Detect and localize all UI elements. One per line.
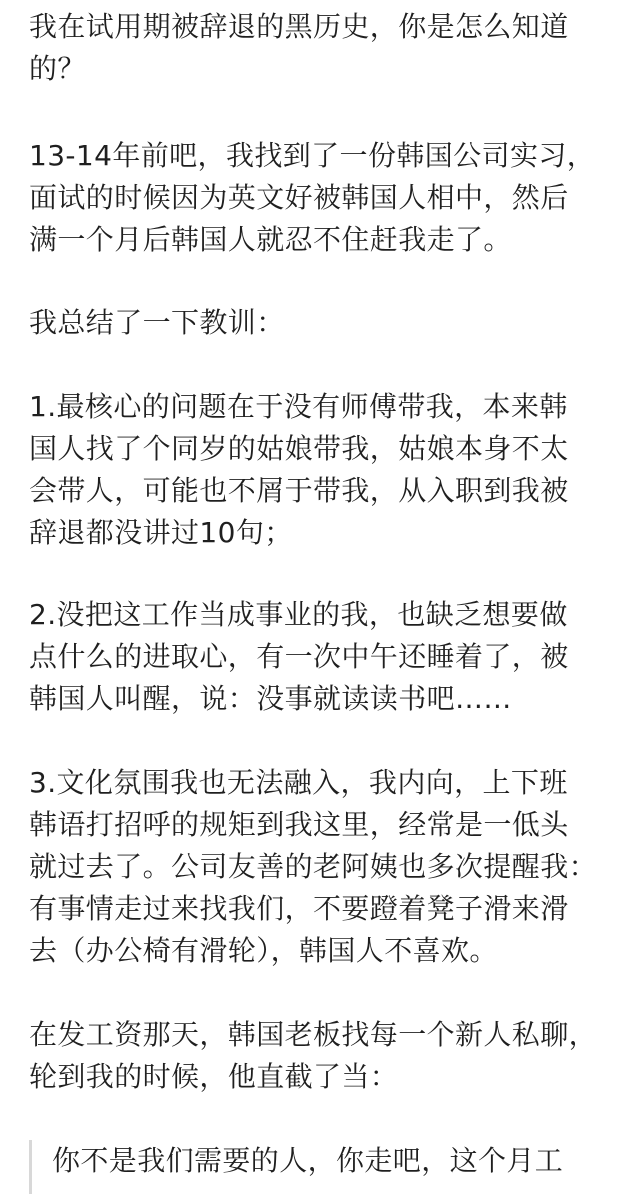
- paragraph-lesson-3: [29, 762, 629, 972]
- text-line: 13-14年前吧，我找到了一份韩国公司实习，: [29, 139, 596, 172]
- text-line: 韩语打招呼的规矩到我这里，经常是一低头: [29, 808, 569, 841]
- text-line: 会带人，可能也不屑于带我，从入职到我被: [29, 474, 569, 507]
- quote-text: [52, 1140, 563, 1182]
- text-line: 韩国人叫醒，说：没事就读读书吧……: [29, 682, 512, 715]
- paragraph-intro: [29, 135, 629, 261]
- text-line: 我总结了一下教训：: [29, 306, 285, 339]
- text-line: 点什么的进取心，有一次中午还睡着了，被: [29, 640, 569, 673]
- text-line: 在发工资那天，韩国老板找每一个新人私聊，: [29, 1018, 598, 1051]
- text-line: 2.没把这工作当成事业的我，也缺乏想要做: [29, 598, 568, 631]
- text-line: 去（办公椅有滑轮），韩国人不喜欢。: [29, 934, 498, 967]
- paragraph-lesson-1: [29, 386, 629, 554]
- text-line: 满一个月后韩国人就忍不住赶我走了。: [29, 223, 512, 256]
- paragraph-question: [29, 6, 629, 90]
- text-line: 面试的时候因为英文好被韩国人相中，然后: [29, 181, 569, 214]
- text-line: 1.最核心的问题在于没有师傅带我，本来韩: [29, 390, 568, 423]
- paragraph-lesson-2: [29, 594, 629, 720]
- text-line: 辞退都没讲过10句；: [29, 516, 293, 549]
- text-line: 就过去了。公司友善的老阿姨也多次提醒我：: [29, 850, 598, 883]
- text-line: 我在试用期被辞退的黑历史，你是怎么知道: [29, 10, 569, 43]
- text-line: 的？: [29, 52, 86, 85]
- text-line: 你不是我们需要的人，你走吧，这个月工: [52, 1144, 564, 1177]
- paragraph-payday: [29, 1014, 629, 1098]
- text-line: 3.文化氛围我也无法融入，我内向，上下班: [29, 766, 568, 799]
- text-line: 有事情走过来找我们，不要蹬着凳子滑来滑: [29, 892, 569, 925]
- blockquote: [29, 1140, 632, 1194]
- paragraph-summary-heading: [29, 302, 629, 344]
- text-line: 轮到我的时候，他直截了当：: [29, 1060, 399, 1093]
- text-line: 国人找了个同岁的姑娘带我，姑娘本身不太: [29, 432, 569, 465]
